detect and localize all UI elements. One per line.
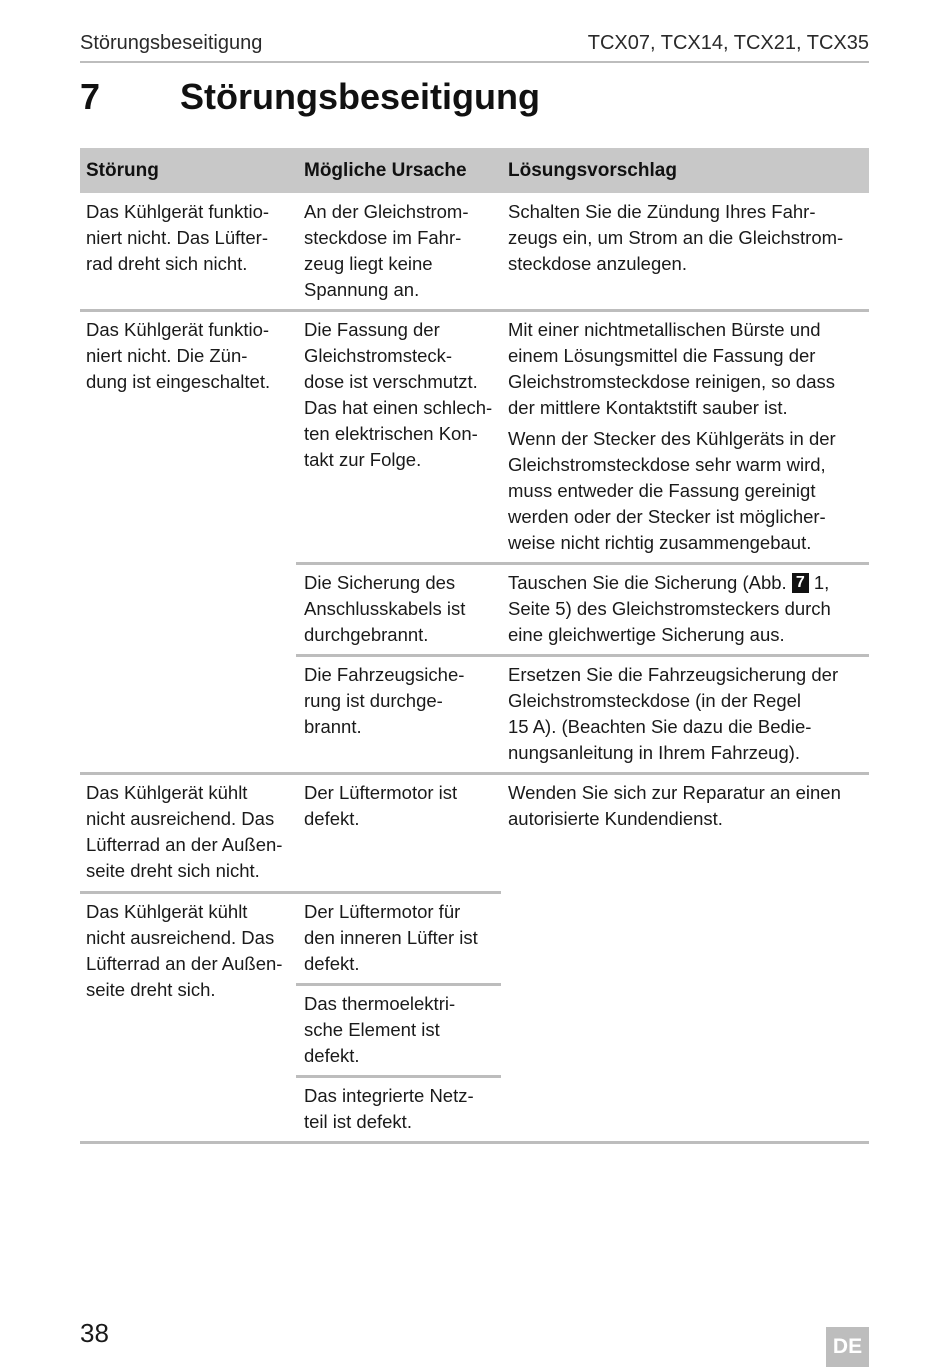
text-line: niert nicht. Das Lüfter- [86, 227, 268, 248]
solution-text: 1, [813, 572, 830, 593]
fault-cell [86, 317, 296, 395]
text-line [508, 570, 869, 596]
text-line: defekt. [304, 1045, 360, 1066]
solution-text: Tauschen Sie die Sicherung (Abb. [508, 572, 787, 593]
solution-cell [508, 317, 869, 556]
text-line: rung ist durchge- [304, 690, 443, 711]
text-line: Wenn der Stecker des Kühlgeräts in der [508, 428, 836, 449]
text-line: Schalten Sie die Zündung Ihres Fahr- [508, 201, 816, 222]
text-line: der mittlere Kontaktstift sauber ist. [508, 397, 788, 418]
row-divider [296, 562, 869, 565]
text-line: Lüfterrad an der Außen- [86, 834, 283, 855]
text-line: zeugs ein, um Strom an die Gleichstrom- [508, 227, 844, 248]
row-divider [80, 772, 869, 775]
text-line: steckdose anzulegen. [508, 253, 687, 274]
text-line: Der Lüftermotor ist [304, 782, 458, 803]
column-header-solution: Lösungsvorschlag [508, 160, 677, 181]
text-line: zeug liegt keine [304, 253, 433, 274]
header-model-list: TCX07, TCX14, TCX21, TCX35 [587, 32, 869, 54]
text-line: muss entweder die Fassung gereinigt [508, 480, 816, 501]
text-line: Das hat einen schlech- [304, 397, 493, 418]
text-line: Gleichstromsteckdose sehr warm wird, [508, 454, 826, 475]
table-header [80, 148, 869, 193]
text-line: Seite 5) des Gleichstromsteckers durch [508, 598, 831, 619]
chapter-title: Störungsbeseitigung [180, 76, 540, 117]
cause-cell [304, 317, 504, 473]
row-divider [80, 891, 501, 894]
text-line: nicht ausreichend. Das [86, 808, 275, 829]
text-line: weise nicht richtig zusammengebaut. [508, 532, 812, 553]
cause-cell [304, 780, 504, 832]
text-line: seite dreht sich. [86, 979, 216, 1000]
figure-reference-badge: 7 [792, 573, 809, 593]
row-divider [296, 654, 869, 657]
solution-cell [508, 780, 869, 832]
fault-cell [86, 899, 296, 1003]
language-tab: DE [826, 1327, 869, 1367]
text-line: durchgebrannt. [304, 624, 429, 645]
fault-cell [86, 780, 296, 884]
header-section-title: Störungsbeseitigung [80, 32, 263, 54]
solution-cell [508, 199, 869, 277]
fault-cell [86, 199, 296, 277]
text-line: takt zur Folge. [304, 449, 422, 470]
row-divider [296, 1075, 501, 1078]
solution-paragraph [508, 317, 869, 421]
text-line: dung ist eingeschaltet. [86, 371, 271, 392]
text-line: An der Gleichstrom- [304, 201, 469, 222]
text-line: Anschlusskabels ist [304, 598, 466, 619]
text-line: Das Kühlgerät kühlt [86, 782, 248, 803]
cause-cell [304, 570, 504, 648]
text-line: defekt. [304, 808, 360, 829]
text-line: Die Fassung der [304, 319, 440, 340]
text-line: rad dreht sich nicht. [86, 253, 248, 274]
text-line: Das thermoelektri- [304, 993, 456, 1014]
solution-cell [508, 570, 869, 648]
text-line: Das integrierte Netz- [304, 1085, 474, 1106]
text-line: eine gleichwertige Sicherung aus. [508, 624, 785, 645]
text-line: seite dreht sich nicht. [86, 860, 260, 881]
cause-cell [304, 1083, 504, 1135]
text-line: brannt. [304, 716, 362, 737]
text-line: Mit einer nichtmetallischen Bürste und [508, 319, 821, 340]
text-line: den inneren Lüfter ist [304, 927, 478, 948]
text-line: defekt. [304, 953, 360, 974]
text-line: Spannung an. [304, 279, 420, 300]
text-line: nicht ausreichend. Das [86, 927, 275, 948]
cause-cell [304, 899, 504, 977]
chapter-number: 7 [80, 76, 101, 117]
text-line: Gleichstromsteckdose (in der Regel [508, 690, 802, 711]
solution-paragraph [508, 426, 869, 556]
cause-cell [304, 199, 504, 303]
text-line: Ersetzen Sie die Fahrzeugsicherung der [508, 664, 839, 685]
text-line: autorisierte Kundendienst. [508, 808, 723, 829]
text-line: 15 A). (Beachten Sie dazu die Bedie- [508, 716, 812, 737]
text-line: Das Kühlgerät funktio- [86, 319, 270, 340]
text-line: werden oder der Stecker ist möglicher- [508, 506, 826, 527]
text-line: dose ist verschmutzt. [304, 371, 478, 392]
text-line: sche Element ist [304, 1019, 440, 1040]
column-header-fault: Störung [86, 160, 159, 181]
page-header [80, 30, 869, 63]
row-divider [80, 309, 869, 312]
row-divider [296, 983, 501, 986]
text-line: Das Kühlgerät funktio- [86, 201, 270, 222]
text-line: Lüfterrad an der Außen- [86, 953, 283, 974]
chapter-heading [80, 76, 540, 118]
text-line: niert nicht. Die Zün- [86, 345, 248, 366]
cause-cell [304, 662, 504, 740]
text-line: Das Kühlgerät kühlt [86, 901, 248, 922]
page-number: 38 [80, 1318, 109, 1348]
text-line: steckdose im Fahr- [304, 227, 462, 248]
text-line: einem Lösungsmittel die Fassung der [508, 345, 816, 366]
text-line: Gleichstromsteckdose reinigen, so dass [508, 371, 835, 392]
text-line: ten elektrischen Kon- [304, 423, 478, 444]
troubleshooting-table [80, 148, 869, 1132]
table-bottom-rule [80, 1141, 869, 1144]
text-line: Die Sicherung des [304, 572, 456, 593]
text-line: nungsanleitung in Ihrem Fahrzeug). [508, 742, 801, 763]
text-line: Wenden Sie sich zur Reparatur an einen [508, 782, 841, 803]
column-header-cause: Mögliche Ursache [304, 160, 467, 181]
solution-cell [508, 662, 869, 766]
text-line: Gleichstromsteck- [304, 345, 453, 366]
cause-cell [304, 991, 504, 1069]
text-line: Der Lüftermotor für [304, 901, 461, 922]
text-line: Die Fahrzeugsiche- [304, 664, 465, 685]
text-line: teil ist defekt. [304, 1111, 412, 1132]
